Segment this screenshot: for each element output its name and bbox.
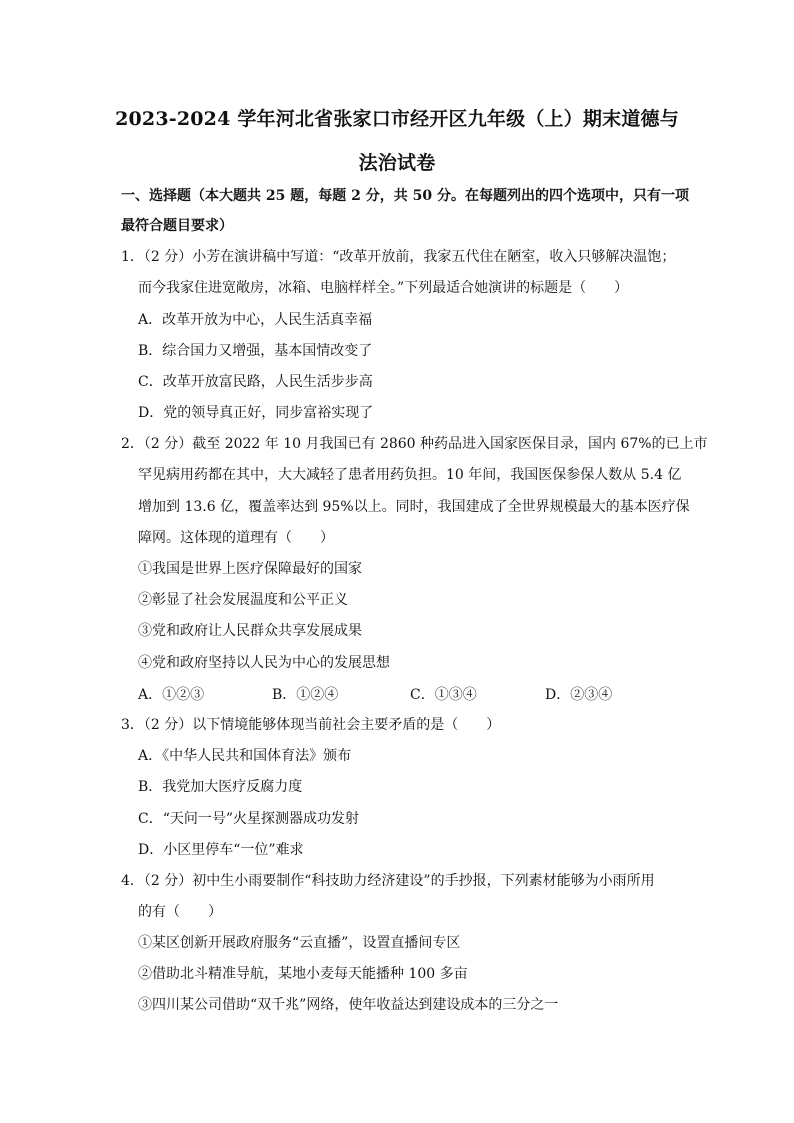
question-1-line-1: 1．（2 分）小芳在演讲稿中写道：“改革开放前，我家五代住在陋室，收入只够解决温饱； <box>121 249 676 265</box>
question-2-statement-1: ①我国是世界上医疗保障最好的国家 <box>138 561 362 577</box>
exam-title-line-2: 法治试卷 <box>358 152 436 174</box>
question-2-statement-3: ③党和政府让人民群众共享发展成果 <box>138 623 362 639</box>
question-1-option-c: C．改革开放富民路，人民生活步步高 <box>138 374 373 390</box>
exam-title-line-1: 2023-2024 学年河北省张家口市经开区九年级（上）期末道德与 <box>115 108 679 130</box>
question-3-option-a: A．《中华人民共和国体育法》颁布 <box>138 748 352 764</box>
question-4-line-1: 4．（2 分）初中生小雨要制作“科技助力经济建设”的手抄报，下列素材能够为小雨所用 <box>121 873 655 889</box>
question-2-line-1: 2．（2 分）截至 2022 年 10 月我国已有 2860 种药品进入国家医保目录，国内 67%的已上市 <box>121 436 708 452</box>
question-2-options-row <box>138 684 638 704</box>
question-2-line-4: 障网。这体现的道理有（ ） <box>138 530 334 546</box>
question-2-line-2: 罕见病用药都在其中，大大减轻了患者用药负担。10 年间，我国医保参保人数从 5.4 亿 <box>138 467 682 483</box>
question-1-option-b: B．综合国力又增强，基本国情改变了 <box>138 343 373 359</box>
question-2-statement-4: ④党和政府坚持以人民为中心的发展思想 <box>138 655 390 671</box>
question-2-option-a: A．①②③ <box>138 687 205 703</box>
question-4-statement-1: ①某区创新开展政府服务“云直播”，设置直播间专区 <box>138 935 461 951</box>
question-2-option-b: B．①②④ <box>272 687 339 703</box>
question-3-option-d: D．小区里停车“一位”难求 <box>138 842 304 858</box>
question-2-option-d: D．②③④ <box>545 687 613 703</box>
question-1-option-a: A．改革开放为中心，人民生活真幸福 <box>138 312 373 328</box>
question-3-option-b: B．我党加大医疗反腐力度 <box>138 779 303 795</box>
question-1-option-d: D．党的领导真正好，同步富裕实现了 <box>138 405 374 421</box>
question-1-line-2: 而今我家住进宽敞房，冰箱、电脑样样全。”下列最适合她演讲的标题是（ ） <box>138 280 629 296</box>
question-4-statement-3: ③四川某公司借助“双千兆”网络，使年收益达到建设成本的三分之一 <box>138 997 559 1013</box>
question-3-line-1: 3．（2 分）以下情境能够体现当前社会主要矛盾的是（ ） <box>121 717 501 733</box>
question-4-statement-2: ②借助北斗精准导航，某地小麦每天能播种 100 多亩 <box>138 966 468 982</box>
section-heading-line-2: 最符合题目要求） <box>121 218 233 234</box>
question-4-line-2: 的有（ ） <box>138 904 222 920</box>
question-2-statement-2: ②彰显了社会发展温度和公平正义 <box>138 592 348 608</box>
question-2-line-3: 增加到 13.6 亿，覆盖率达到 95%以上。同时，我国建成了全世界规模最大的基本医疗保 <box>138 499 690 515</box>
question-2-option-c: C．①③④ <box>410 687 477 703</box>
section-heading-line-1: 一、选择题（本大题共 25 题，每题 2 分，共 50 分。在每题列出的四个选项中，只有一项 <box>121 188 689 204</box>
question-3-option-c: C．“天问一号”火星探测器成功发射 <box>138 811 360 827</box>
